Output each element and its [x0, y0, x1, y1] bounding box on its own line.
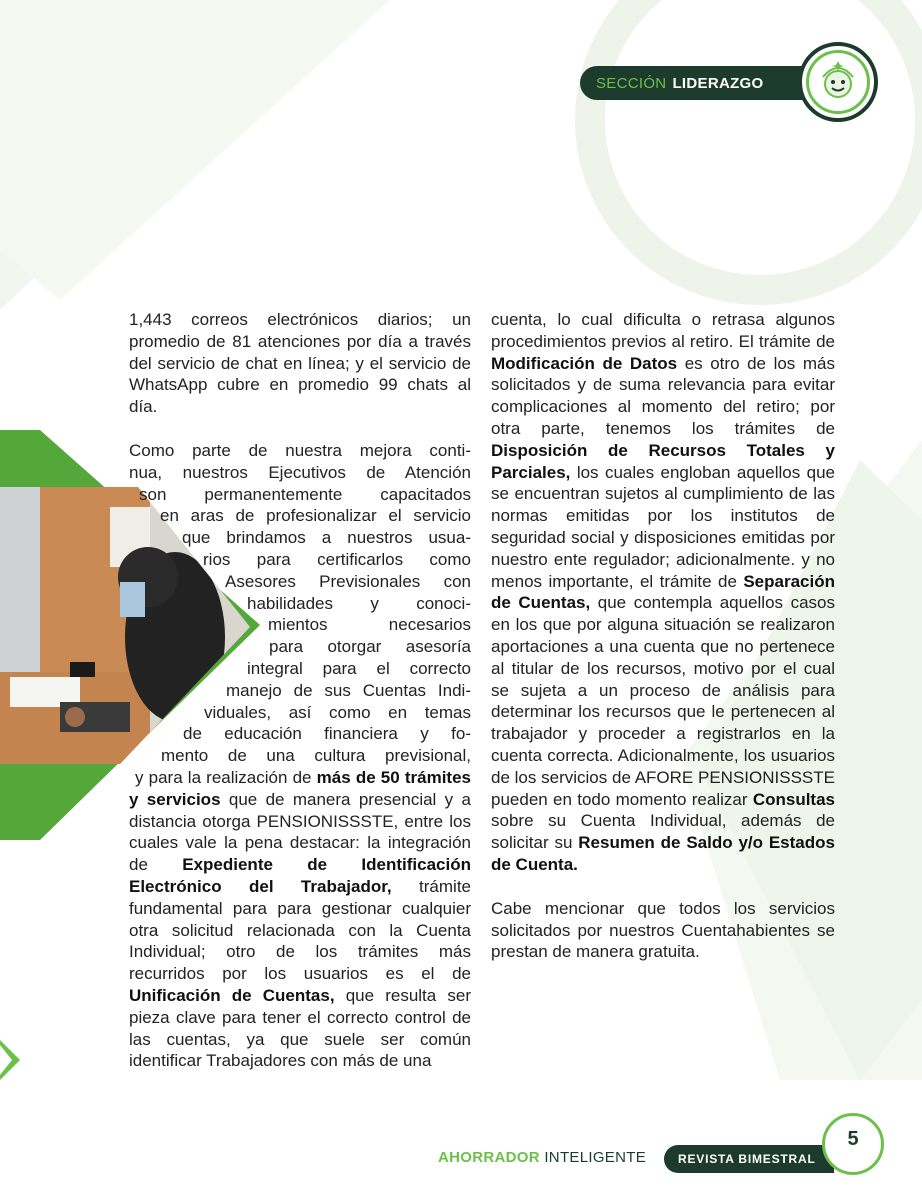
- bold-text: Expediente de Identificación Electrónico del Trabajador,: [129, 855, 471, 896]
- bold-text: Consultas: [752, 789, 835, 809]
- text-line: nua, nuestros Ejecutivos de Atención: [129, 462, 471, 482]
- paragraph-services: [129, 767, 471, 1072]
- text-line: Asesores Previsionales con: [225, 571, 471, 591]
- text-span: y para la realización de: [135, 767, 317, 787]
- text-line: Como parte de nuestra mejora conti-: [129, 440, 471, 460]
- text-span: que de manera presencial y a distancia otorga PENSIONISSSTE, entre los cuales vale la pena destacar: la integración de: [129, 789, 471, 875]
- text-line: son permanentemente capacitados: [139, 484, 471, 504]
- text-line: para otorgar asesoría: [269, 637, 471, 657]
- text-line: habilidades y conoci-: [247, 593, 471, 613]
- text-line: de educación financiera y fo-: [183, 724, 471, 744]
- text-span: que resulta ser pieza clave para tener el correcto control de las cuentas, ya que suele ser común identificar Trabajadores con más de una: [129, 985, 471, 1071]
- paragraph-procedures: [491, 309, 835, 876]
- bold-text: Modificación de Datos: [491, 353, 678, 373]
- paragraph-free-services: Cabe mencionar que todos los servicios solicitados por nuestros Cuentahabientes se prestan de manera gratuita.: [491, 898, 835, 962]
- bold-text: Disposición de Recursos Totales y Parciales,: [491, 440, 835, 482]
- left-column: [129, 309, 471, 1072]
- text-line: mento de una cultura previsional,: [161, 746, 471, 766]
- bold-text: Resumen de Saldo y/o Estados de Cuenta.: [491, 833, 835, 874]
- text-line: en aras de profesionalizar el servicio: [160, 506, 471, 526]
- text-span: es otro de los más solicitados y de suma relevancia para evitar complicaciones al momento del retiro; por otra parte, tenemos los trámites de: [491, 353, 835, 438]
- paragraph-training: [129, 440, 471, 767]
- text-line: que brindamos a nuestros usua-: [182, 528, 471, 548]
- text-line: viduales, así como en temas: [204, 702, 471, 722]
- text-line: manejo de sus Cuentas Indi-: [226, 680, 471, 700]
- section-label: [580, 66, 830, 100]
- text-span: trámite fundamental para para gestionar cualquier otra solicitud relacionada con la Cuenta Individual; otro de los trámites más recurridos por los usuarios es el de: [129, 876, 471, 984]
- magazine-frequency-label: REVISTA BIMESTRAL: [664, 1145, 834, 1173]
- text-span: los cuales engloban aquellos que se encuentran sujetos al cumplimiento de las normas emitidas por los institutos de seguridad social y disposiciones emitidas por nuestro ente regulador; adicionalmente. y no menos importante, el trámite de: [491, 462, 835, 591]
- bold-text: más de 50 trámites y servicios: [129, 767, 471, 809]
- magazine-brand: [438, 1149, 646, 1166]
- brand-bold: AHORRADOR: [438, 1149, 540, 1166]
- text-line: rios para certificarlos como: [203, 549, 471, 569]
- section-label-light: SECCIÓN: [596, 74, 667, 92]
- section-label-bold: LIDERAZGO: [672, 74, 764, 92]
- paragraph-stats: 1,443 correos electrónicos diarios; un promedio de 81 atenciones por día a través del servicio de chat en línea; y el servicio de WhatsApp cubre en promedio 99 chats al día.: [129, 310, 471, 417]
- text-span: cuenta, lo cual dificulta o retrasa algunos procedimientos previos al retiro. El trámite de: [491, 310, 835, 351]
- bold-text: Unificación de Cuentas,: [129, 985, 335, 1005]
- text-line: mientos necesarios: [268, 615, 471, 635]
- right-column: [491, 309, 835, 963]
- page-number: 5: [847, 1128, 859, 1150]
- leadership-icon: [806, 50, 870, 114]
- brand-regular: INTELIGENTE: [544, 1149, 646, 1166]
- text-span: que contempla aquellos casos en los que por alguna situación se realizaron aportaciones a una cuenta que no pertenece al titular de los recursos, motivo por el cual se sujeta a un proceso de análisis para determinar los recursos que le pertenecen al trabajador y proceder a registrarlos en la cuenta correcta. Adicionalmente, los usuarios de los servicios de AFORE PENSIONISSSTE pueden en todo momento realizar: [491, 593, 835, 809]
- text-span: sobre su Cuenta Individual, además de solicitar su: [491, 811, 835, 853]
- bold-text: Separación de Cuentas,: [491, 571, 835, 613]
- text-line: integral para el correcto: [247, 658, 471, 678]
